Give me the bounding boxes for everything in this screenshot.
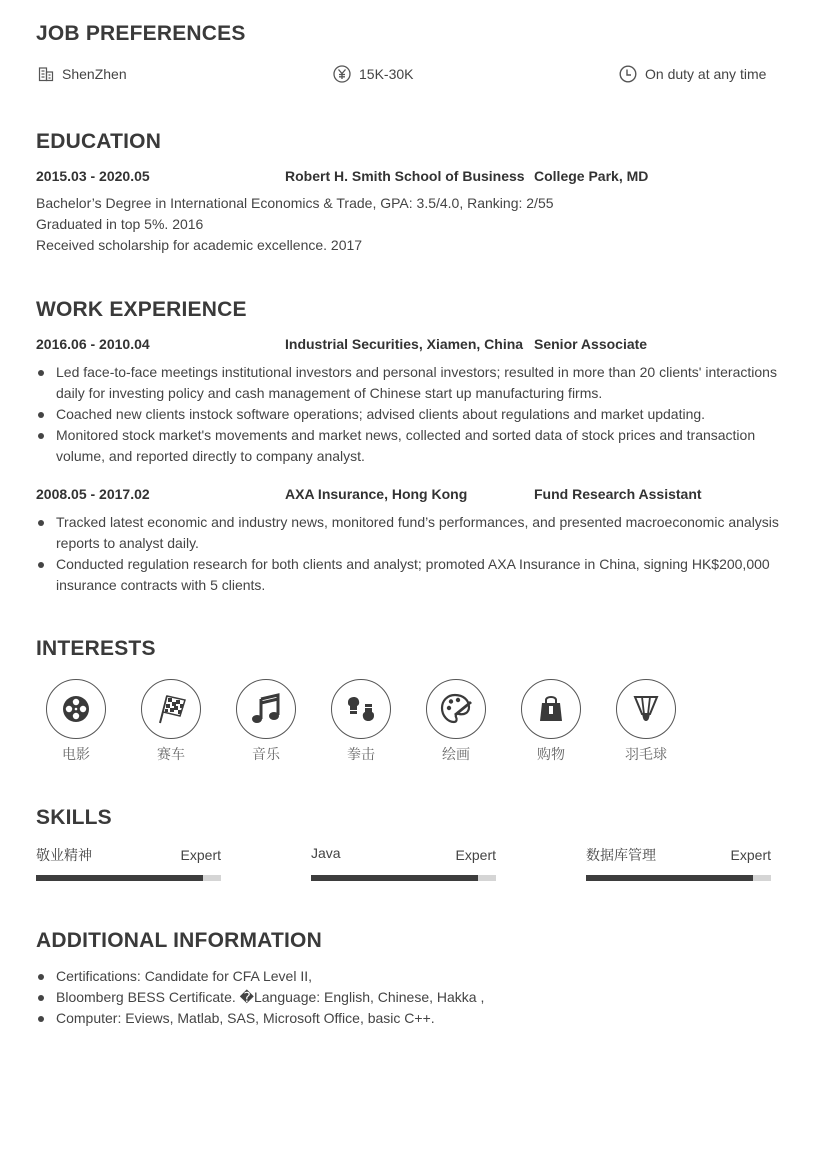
shuttlecock-icon	[631, 694, 661, 724]
preference-salary	[333, 64, 413, 84]
interest-label: 购物	[537, 746, 565, 762]
job-header	[36, 486, 796, 506]
film-reel-icon	[61, 694, 91, 724]
skill-level: Expert	[455, 847, 496, 863]
education-header	[36, 168, 796, 188]
job-bullet: Tracked latest economic and industry news, monitored fund’s performances, and presented macroeconomic analysis reports to analyst daily.	[36, 512, 788, 554]
skill-item	[586, 845, 771, 885]
work-experience-title: WORK EXPERIENCE	[36, 298, 247, 321]
interest-boxing	[331, 679, 391, 764]
education-period: 2015.03 - 2020.05	[36, 168, 150, 184]
skill-bar-fill	[311, 875, 478, 881]
interest-racing	[141, 679, 201, 764]
preference-availability	[619, 64, 766, 84]
clock-icon	[619, 65, 637, 83]
checkered-flag-icon	[154, 692, 188, 726]
skill-bar-fill	[586, 875, 753, 881]
skill-item	[311, 845, 496, 885]
skill-bar	[586, 875, 771, 881]
skill-name: 数据库管理	[586, 847, 656, 863]
job-role: Senior Associate	[534, 336, 648, 352]
interest-label: 拳击	[347, 746, 375, 762]
additional-information-title: ADDITIONAL INFORMATION	[36, 929, 322, 952]
interest-shopping	[521, 679, 581, 764]
education-line: Graduated in top 5%. 2016	[36, 216, 204, 232]
job-bullet: Coached new clients instock software operations; advised clients about regulations and market updating.	[36, 404, 788, 425]
job-period: 2008.05 - 2017.02	[36, 486, 150, 502]
interest-label: 音乐	[252, 746, 280, 762]
interest-movie	[46, 679, 106, 764]
additional-bullet: Bloomberg BESS Certificate. �Language: English, Chinese, Hakka ,	[36, 987, 788, 1008]
interest-music	[236, 679, 296, 764]
job-company: AXA Insurance, Hong Kong	[285, 486, 468, 502]
education-line: Received scholarship for academic excellence. 2017	[36, 237, 363, 253]
education-line: Bachelor’s Degree in International Economics & Trade, GPA: 3.5/4.0, Ranking: 2/55	[36, 195, 554, 211]
interest-label: 电影	[62, 746, 90, 762]
shopping-bag-icon	[536, 694, 566, 724]
job-bullet: Led face-to-face meetings institutional investors and personal investors; resulted in more than 20 clients' interactions daily for investing policy and cash management of Chinese start up manufacturing firms.	[36, 362, 788, 404]
preference-city-text: ShenZhen	[62, 66, 127, 82]
job-header	[36, 336, 796, 356]
preference-city	[38, 64, 127, 84]
boxing-glove-icon	[344, 692, 378, 726]
skill-bar-fill	[36, 875, 203, 881]
job-company: Industrial Securities, Xiamen, China	[285, 336, 524, 352]
job-bullet-list	[36, 512, 788, 596]
skill-bar	[36, 875, 221, 881]
job-bullet-list	[36, 362, 788, 467]
job-preferences-title: JOB PREFERENCES	[36, 22, 246, 45]
job-bullet: Conducted regulation research for both clients and analyst; promoted AXA Insurance in China, signing HK$200,000 insurance contracts with 5 clients.	[36, 554, 788, 596]
additional-bullet: Computer: Eviews, Matlab, SAS, Microsoft Office, basic C++.	[36, 1008, 788, 1029]
palette-icon	[439, 692, 473, 726]
additional-bullet: Certifications: Candidate for CFA Level II,	[36, 966, 788, 987]
interest-badminton	[616, 679, 676, 764]
yen-icon	[333, 65, 351, 83]
skill-item	[36, 845, 221, 885]
skill-bar	[311, 875, 496, 881]
preference-salary-text: 15K-30K	[359, 66, 414, 82]
interest-label: 羽毛球	[625, 746, 667, 762]
preference-availability-text: On duty at any time	[645, 66, 767, 82]
job-role: Fund Research Assistant	[534, 486, 702, 502]
interests-title: INTERESTS	[36, 637, 156, 660]
skill-name: Java	[311, 845, 341, 861]
interest-label: 赛车	[157, 746, 185, 762]
education-title: EDUCATION	[36, 130, 162, 153]
skill-level: Expert	[180, 847, 221, 863]
building-icon	[38, 66, 54, 82]
music-note-icon	[250, 693, 282, 725]
interest-painting	[426, 679, 486, 764]
job-bullet: Monitored stock market's movements and market news, collected and sorted data of stock prices and transaction volume, and reported directly to company analyst.	[36, 425, 788, 467]
interest-label: 绘画	[442, 746, 470, 762]
education-school: Robert H. Smith School of Business	[285, 168, 525, 184]
job-period: 2016.06 - 2010.04	[36, 336, 150, 352]
education-location: College Park, MD	[534, 168, 649, 184]
skill-name: 敬业精神	[36, 847, 92, 863]
skills-title: SKILLS	[36, 806, 112, 829]
skill-level: Expert	[730, 847, 771, 863]
additional-bullet-list	[36, 966, 788, 1029]
